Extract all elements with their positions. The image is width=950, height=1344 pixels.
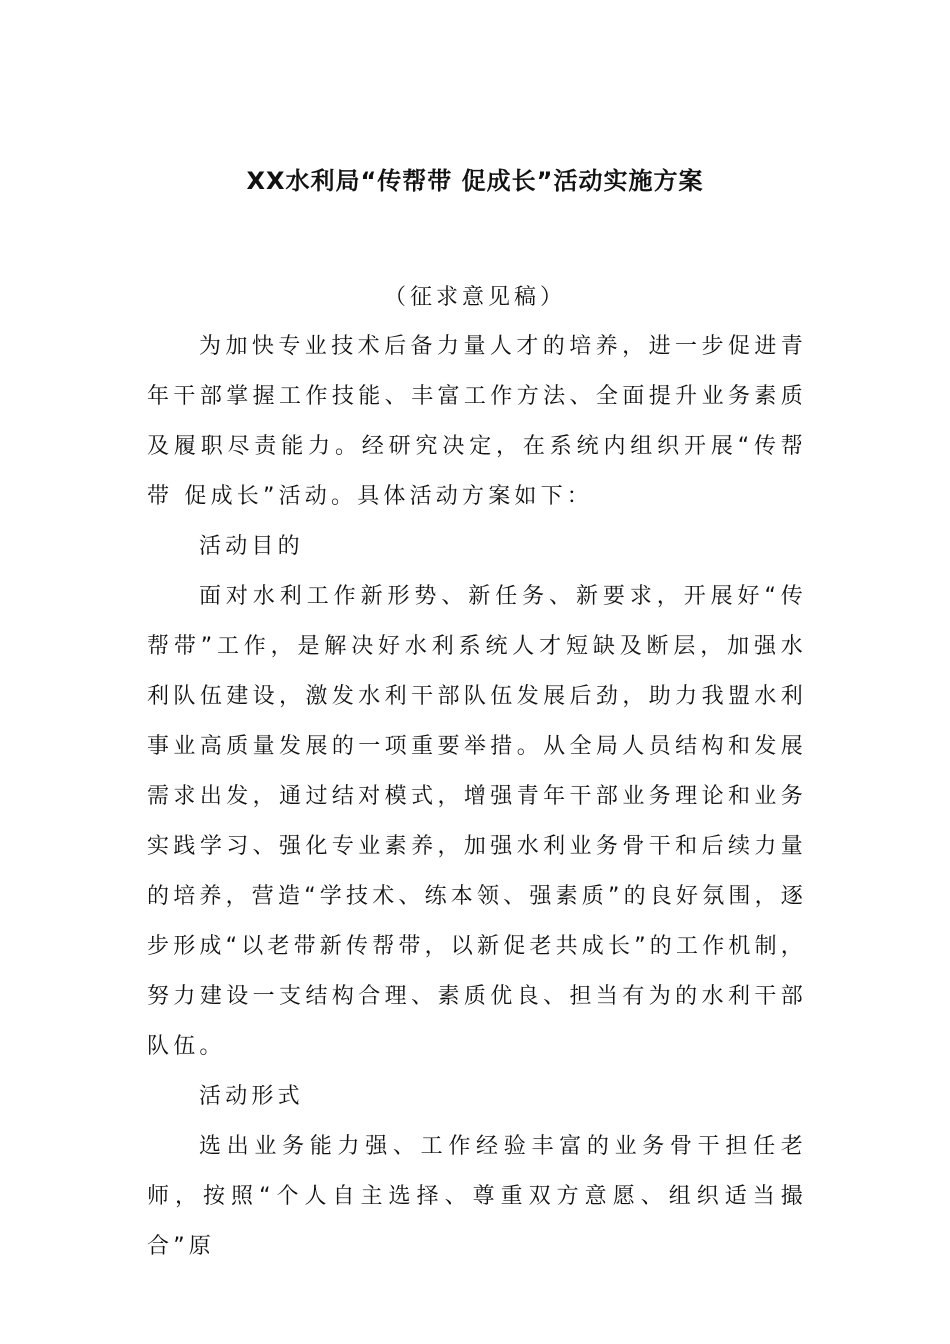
- section-heading-purpose: 活动目的: [199, 534, 304, 559]
- purpose-paragraph: 面对水利工作新形势、新任务、新要求，开展好“传帮带”工作，是解决好水利系统人才短缺及断层，加强水利队伍建设，激发水利干部队伍发展后劲，助力我盟水利事业高质量发展的一项重要举措。从全局人员结构和发展需求出发，通过结对模式，增强青年干部业务理论和业务实践学习、强化专业素养，加强水利业务骨干和后续力量的培养，营造“学技术、练本领、强素质”的良好氛围，逐步形成“以老带新传帮带，以新促老共成长”的工作机制，努力建设一支结构合理、素质优良、担当有为的水利干部队伍。: [147, 584, 807, 1059]
- document-title: XX水利局“传帮带 促成长”活动实施方案: [246, 167, 704, 195]
- section-heading-format: 活动形式: [199, 1084, 304, 1109]
- intro-paragraph: 为加快专业技术后备力量人才的培养，进一步促进青年干部掌握工作技能、丰富工作方法、全面提升业务素质及履职尽责能力。经研究决定，在系统内组织开展“传帮带 促成长”活动。具体活动方案如下：: [147, 334, 807, 509]
- document-subtitle: （征求意见稿）: [383, 285, 566, 310]
- format-paragraph: 选出业务能力强、工作经验丰富的业务骨干担任老师，按照“个人自主选择、尊重双方意愿、组织适当撮合”原: [147, 1134, 807, 1259]
